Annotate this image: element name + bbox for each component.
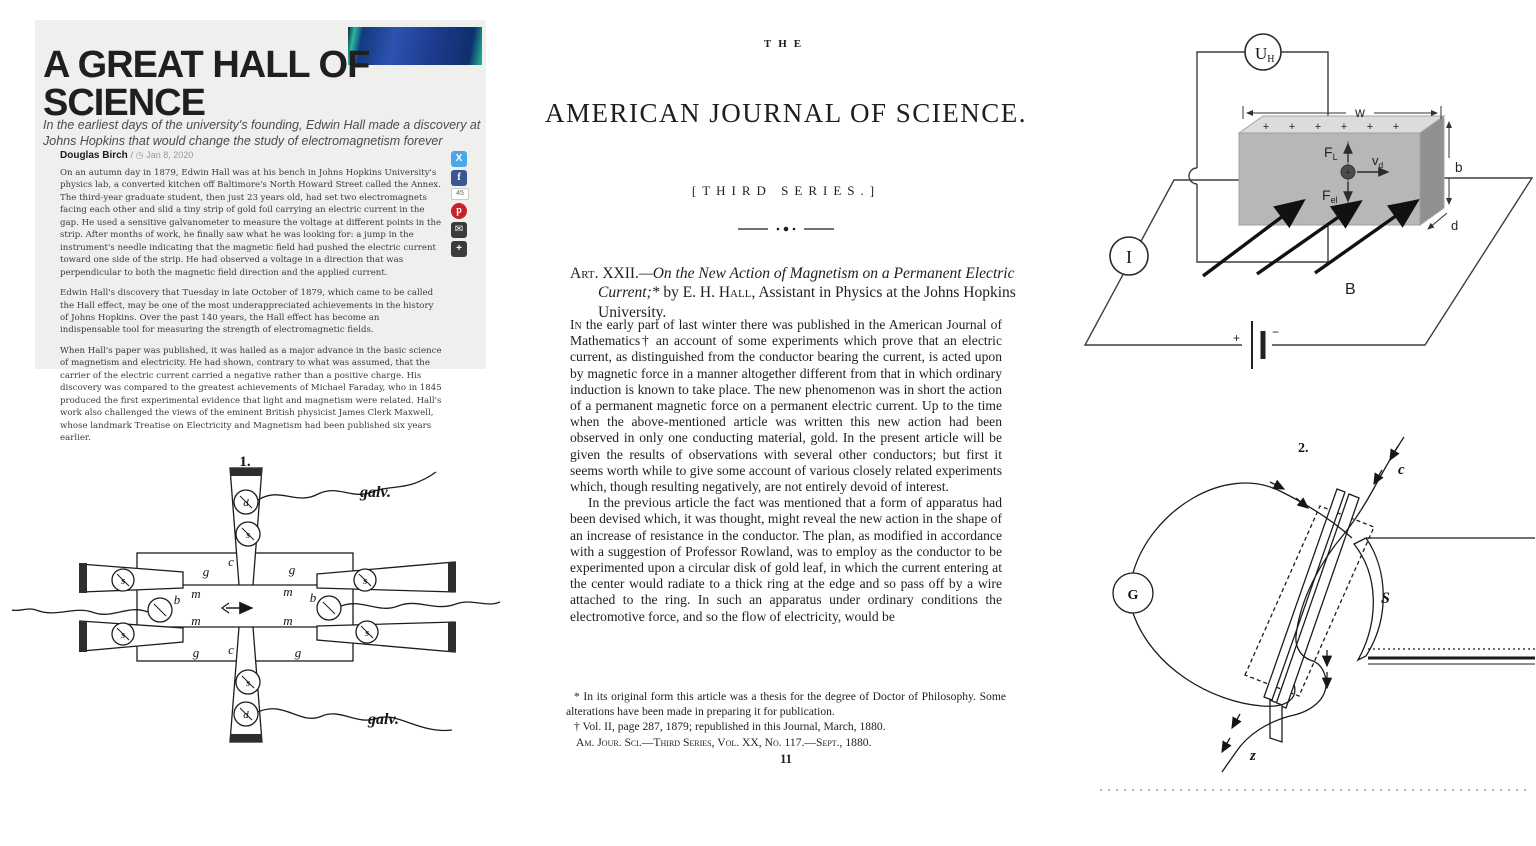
velocity-symbol: v [1372,153,1379,168]
plus-charge: + [1262,121,1270,133]
label-g: g [192,645,200,660]
screw-label-s: s [120,575,126,587]
label-g: g [202,564,210,579]
web-article-panel [35,20,486,444]
base-plate-outline [1245,506,1374,696]
article-paragraph: On an autumn day in 1879, Edwin Hall was at his bench in Johns Hopkins University's physics lab, a converted kitchen off Baltimore's North Howard Street called the Annex. The third-year graduate student, then just 23 years old, had set two electromagnets facing each other and slid a tiny strip of gold foil carrying an electric current in the gap. He used a sensitive galvanometer to measure the voltage at different points in the strip. After months of work, he finally saw what he was looking for: a jump in the instrument's needle indicating that the magnetic field had pushed the electric current toward one side of the strip. He had observed a voltage in a direction that was perpendicular to both the magnetic field direction and the applied current. [60,168,442,278]
voltmeter-symbol: U [1255,44,1268,63]
battery-plus-label: + [1232,331,1240,345]
galvanometer-label: galv. [360,484,391,501]
figure-number: 1. [239,454,251,470]
galvanometer-label: galv. [368,711,399,728]
screw-label-s: s [245,677,251,689]
wire-in-label: c [1398,462,1405,478]
label-b: b [173,592,181,607]
velocity-subscript: d [1378,160,1384,170]
current-arrow [1390,446,1398,460]
share-twitter-x-icon[interactable]: X [451,151,467,167]
label-b: b [309,590,317,605]
article-author: Hall [718,284,752,302]
right-lower-horn [317,622,455,652]
force-symbol: F [1324,144,1333,160]
magnet-pole-face [1354,538,1383,660]
journal-paragraph: In the previous article the fact was mentioned that a form of apparatus had been devised which, it was thought, might reveal the new action in the shape of an increase of resistance in the conductor. The plan, as modified in accordance with a suggestion of Professor Rowland, was to employ as the conductor to be experimented upon a circular disk of gold leaf, in which the current entering at the center would radiate to a thick ring at the edge and so pass off by a wire attached to the ring. In such an apparatus under ordinary conditions the electromotive force, and so the flow of electricity, would be [570,495,1002,624]
article-number: Art. XXII. [570,264,639,282]
journal-footer-line: Am. Jour. Sci.—Third Series, Vol. XX, No. 117.—Sept., 1880. [576,736,872,750]
share-email-icon[interactable]: ✉ [451,222,467,238]
clock-icon: ◷ [135,150,144,160]
label-m: m [191,586,201,601]
plus-charge: + [1288,121,1296,133]
width-dimension-label: w [1355,105,1365,120]
figure-number: 2. [1298,441,1309,456]
slab-side-face [1420,116,1444,225]
height-dimension-label: b [1455,160,1463,175]
share-pinterest-icon[interactable]: p [451,203,467,219]
journal-page [540,0,1032,846]
label-g: g [294,645,302,660]
share-facebook-icon[interactable]: f [451,170,467,186]
pole-label: S [1381,590,1390,607]
label-m: m [283,584,293,599]
article-heading [570,264,1030,323]
wire-out-label: z [1250,748,1256,764]
article-subtitle: In the earliest days of the university's founding, Edwin Hall made a discovery at Johns Hopkins that would change the study of electromagnetism forever [43,117,481,149]
right-upper-horn [317,562,455,592]
screw-label-d: d [243,497,249,509]
article-paragraph: When Hall's paper was published, it was hailed as a major advance in the basic science of magnetism and electricity. He had shown, contrary to what was assumed, that the carrier of the electric current carried a negative rather than a positive charge. His discovery was compared to the greatest achievements of Michael Faraday, who in 1845 produced the first experimental evidence that light and magnetism were related. Hall's work also challenged the views of the eminent British physicist James Clerk Maxwell, whose landmark Treatise on Electricity and Magnetism had been published six years earlier. [60,345,442,444]
footnote-dagger: † Vol. II, page 287, 1879; republished in this Journal, March, 1880. [574,720,886,734]
label-c: c [228,554,234,569]
current-arrow [1296,498,1308,508]
masthead-the: THE [763,38,809,50]
field-label: B [1345,281,1356,298]
article-title: —On the New Action of Magnetism on a Permanent Electric Current;* [598,264,1015,302]
plus-charge: + [1314,121,1322,133]
page-title: A GREAT HALL OF SCIENCE [43,44,370,124]
article-text [570,317,1002,683]
journal-title: AMERICAN JOURNAL OF SCIENCE. [544,98,1028,128]
article-paragraph: Edwin Hall's discovery that Tuesday in late October of 1879, which came to be called the Hall effect, may be one of the most underappreciated achievements in the history of Johns Hopkins. Over the past 140 years, the Hall effect has become an indispensable tool for measuring the strength of electromagnetic fields. [60,288,434,336]
paragraph-text: the early part of last winter there was published in the American Journal of Mathematics† an account of some experiments which prove that an electric current, as distinguished from the conductor bearing the current, is acted upon by magnetic force in a manner altogether different from that in which ordinary induction is known to take place. The new phenomenon was in short the action of a permanent magnetic force on a permanent electric current. Up to the time when the above-mentioned article was written this new action had been observed in only one conducting material, gold. In the present article will be given the results of observations with several other conductors; but first it seems worth while to give some account of various closely related experiments which, though resulting negatively, are not entirely devoid of interest. [570,317,1002,495]
author-name: Douglas Birch [60,150,128,161]
paragraph-lead: In [570,317,582,332]
article-body [60,150,442,453]
hall-effect-diagram [1080,10,1536,380]
glass-plate-back [1276,494,1359,708]
ammeter-label: I [1126,247,1132,267]
current-arrow [1222,738,1230,752]
footnotes [566,689,1006,768]
plus-charge: + [1392,121,1400,133]
decorative-rule [540,221,1032,239]
page-number: 11 [780,752,792,767]
glass-plate-front [1264,489,1345,700]
electric-subscript: el [1330,195,1338,205]
label-c: c [228,642,234,657]
label-m: m [191,613,201,628]
galvanometer-wire-top [258,472,436,500]
footnote-star: * In its original form this article was a thesis for the degree of Doctor of Philosophy. Some alterations have been made in preparing it for publication. [566,690,1006,719]
screw-label-s: s [120,629,126,641]
carrier-plus-sign: + [1345,167,1351,178]
publish-date: Jan 8, 2020 [146,150,194,160]
screw-label-s: s [364,627,370,639]
force-symbol: F [1322,187,1331,203]
screw-label-s: s [245,529,251,541]
current-arrow [1232,714,1240,728]
byline [60,150,442,161]
facebook-share-count: 45 [451,188,469,200]
share-more-icon[interactable]: + [451,241,467,257]
lead-wire-right [341,602,500,608]
label-g: g [288,562,296,577]
article-by: by E. H. [659,284,719,302]
plus-charge: + [1366,121,1374,133]
share-toolbar [451,151,469,257]
galvanometer-label: G [1127,588,1139,603]
article-affiliation: , Assistant in Physics at the Johns Hopkins University. [598,284,1016,321]
battery-minus-label: − [1272,325,1280,339]
journal-series: [THIRD SERIES.] [691,183,881,198]
galvanometer-wire-bottom [258,709,452,731]
journal-paragraph [570,317,1002,495]
label-m: m [283,613,293,628]
voltmeter-subscript: H [1267,54,1275,65]
plus-charge: + [1340,121,1348,133]
screw-label-s: s [362,575,368,587]
lorentz-subscript: L [1332,152,1338,162]
thickness-dimension-label: d [1451,218,1459,233]
figure-2 [1090,420,1536,800]
lead-wire-left [12,609,148,614]
figure-1 [10,440,510,770]
screw-label-d: d [243,709,249,721]
byline-separator: / [130,150,134,161]
